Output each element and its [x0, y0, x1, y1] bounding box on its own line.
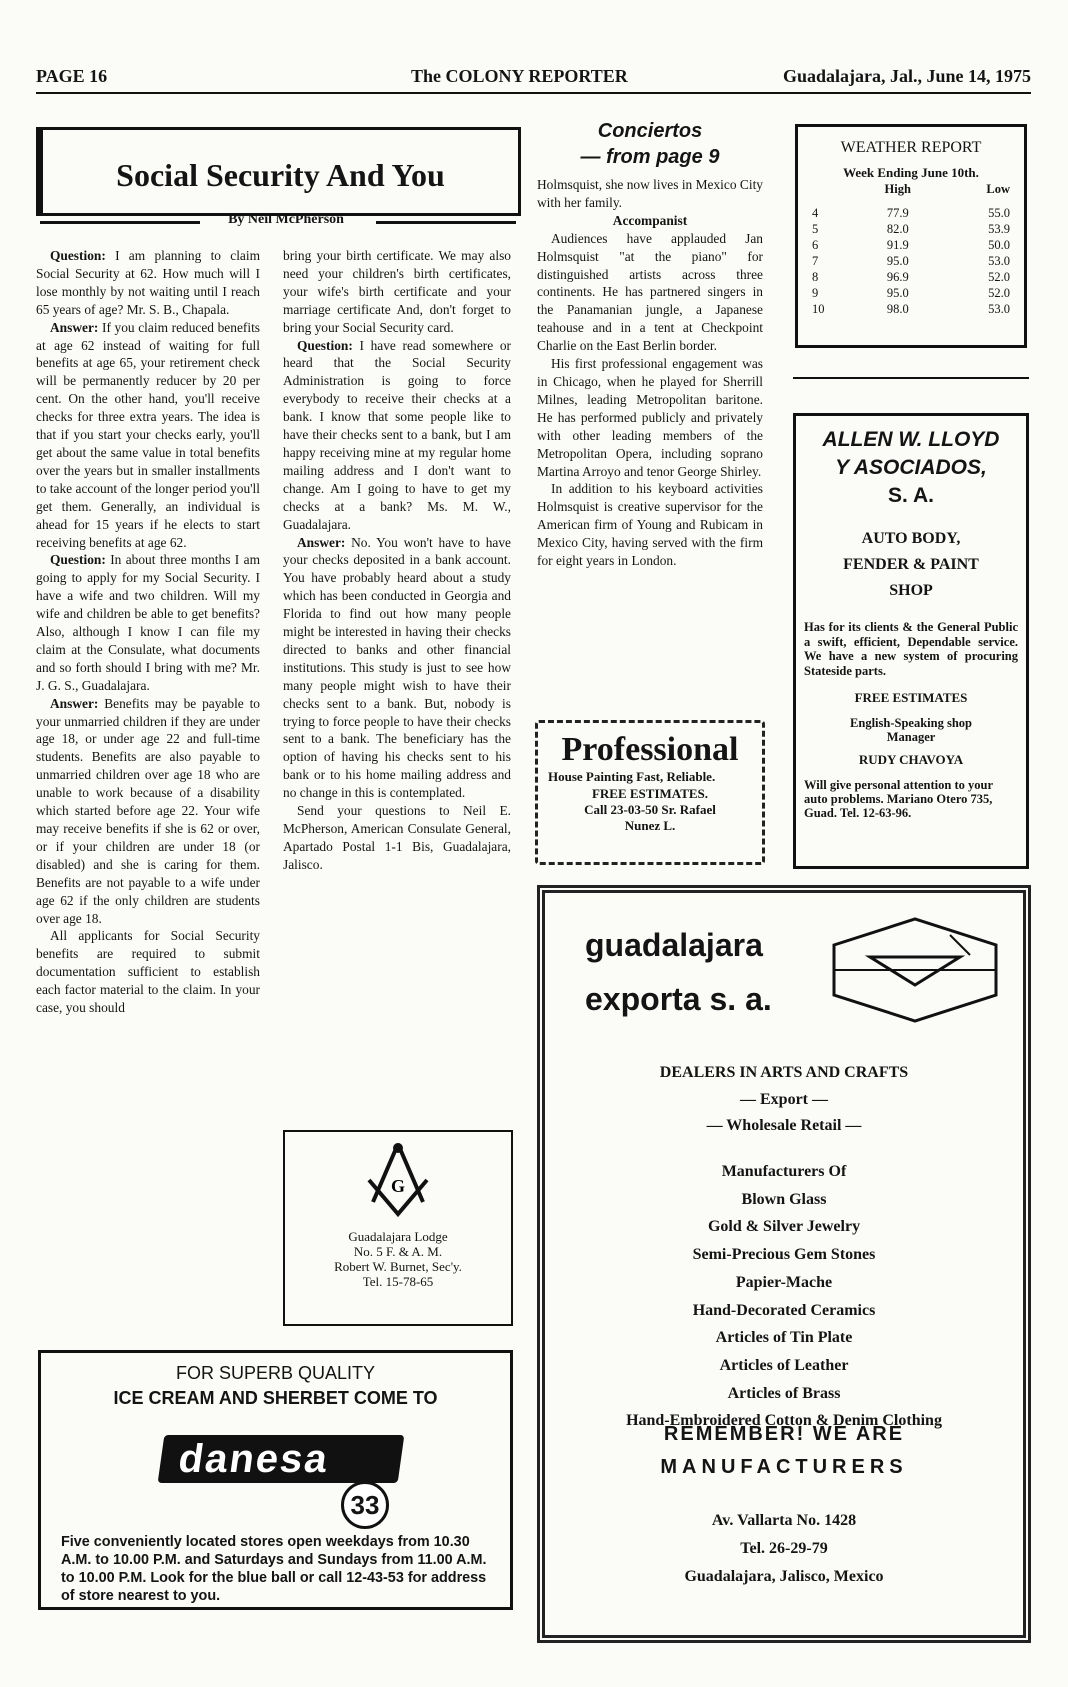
danesa-ad — [38, 1350, 513, 1610]
weather-row — [808, 237, 1014, 253]
allen-manager: RUDY CHAVOYA — [858, 752, 964, 767]
lodge-ad — [283, 1130, 513, 1326]
allen-lloyd-ad — [793, 413, 1029, 869]
allen-service-3: SHOP — [889, 582, 933, 599]
exporta-item: Articles of Tin Plate — [715, 1329, 853, 1347]
allen-closing: Will give personal attention to your auto problems. Mariano Otero 735, Guad. Tel. 12-63-96. — [804, 778, 993, 820]
exporta-remember: REMEMBER! WE ARE — [663, 1423, 905, 1445]
article-column-2 — [283, 247, 511, 1117]
exporta-item: Papier-Mache — [735, 1273, 833, 1291]
allen-service-2: FENDER & PAINT — [843, 556, 979, 573]
weather-subtitle: Week Ending June 10th. — [843, 165, 979, 180]
exporta-item: Articles of Leather — [719, 1356, 849, 1374]
article-title-box — [36, 127, 521, 216]
weather-row — [808, 301, 1014, 317]
weather-rows — [808, 205, 1014, 317]
weather-low: 52.0 — [988, 270, 1010, 284]
weather-report — [795, 124, 1027, 348]
weather-high: 96.9 — [886, 270, 909, 284]
exporta-item: Hand-Decorated Ceramics — [692, 1301, 876, 1319]
weather-day: 5 — [812, 222, 819, 236]
page-number: PAGE 16 — [36, 66, 108, 86]
exporta-phone: Tel. 26-29-79 — [740, 1540, 828, 1557]
weather-row — [808, 269, 1014, 285]
byline-rule-left — [40, 221, 200, 224]
exporta-city: Guadalajara, Jalisco, Mexico — [684, 1568, 884, 1585]
professional-line-1: House Painting Fast, Reliable. — [548, 769, 716, 784]
conciertos-heading — [535, 118, 765, 170]
exporta-item: Gold & Silver Jewelry — [707, 1218, 861, 1236]
weather-row — [808, 205, 1014, 221]
danesa-logo-text: danesa — [175, 1437, 332, 1481]
weather-high: 95.0 — [886, 286, 909, 300]
weather-high: 98.0 — [886, 302, 909, 316]
dateline: Guadalajara, Jal., June 14, 1975 — [782, 66, 1031, 86]
weather-row — [808, 285, 1014, 301]
weather-header-high: High — [884, 182, 911, 196]
weather-high: 82.0 — [886, 222, 909, 236]
weather-header-low: Low — [986, 182, 1010, 196]
conciertos-title: Conciertos — [597, 120, 703, 142]
professional-phone: Call 23-03-50 Sr. Rafael — [584, 802, 716, 817]
lodge-secretary: Robert W. Burnet, Sec'y. — [334, 1259, 462, 1274]
danesa-headline-1: FOR SUPERB QUALITY — [175, 1363, 376, 1383]
paragraph: Holmsquist, she now lives in Mexico City with her family. — [537, 177, 763, 210]
paragraph: Answer: Benefits may be payable to your unmarried children if they are under age 18, or under age 22 and full-time students. Benefits are also payable to unmarried children over age 18 who are unable to work because of a disability which started before age 22. Your wife may receive benefits if she is 62 or over, or if your children are under 18 (or disabled) and she is caring for them. Benefits are not payable to a wife under age 62 if the only children are students over age 18. — [36, 695, 260, 926]
exporta-items — [545, 1158, 1023, 1435]
professional-estimates: FREE ESTIMATES. — [591, 786, 709, 801]
weather-table — [808, 181, 1014, 317]
exporta-dealers: DEALERS IN ARTS AND CRAFTS — [659, 1064, 909, 1081]
column-rule — [793, 377, 1029, 379]
exporta-logo-icon — [830, 915, 1000, 1025]
byline-rule-right — [376, 221, 516, 224]
exporta-address: Av. Vallarta No. 1428 — [711, 1512, 857, 1529]
exporta-item: Hand-Embroidered Cotton & Denim Clothing — [626, 1412, 942, 1430]
allen-blurb: Has for its clients & the General Public a swift, efficient, Dependable service. We have a new system of procuring Stateside parts. — [804, 620, 1018, 678]
subhead: Accompanist — [612, 212, 688, 228]
paragraph: Send your questions to Neil E. McPherson, American Consulate General, Apartado Postal 1-1 Bis, Guadalajara, Jalisco. — [283, 803, 511, 872]
professional-ad — [535, 720, 765, 865]
exporta-name-1: guadalajara — [585, 927, 763, 963]
weather-high: 77.9 — [886, 206, 909, 220]
article-title: Social Security And You — [116, 157, 445, 193]
danesa-body: Five conveniently located stores open weekdays from 10.30 A.M. to 10.00 P.M. and Saturdays and Sundays from 11.00 A.M. to 10.00 P.M. Look for the blue ball or call 12-43-53 for address of store nearest to you. — [61, 1534, 487, 1604]
paragraph: Answer: No. You won't have to have your checks deposited in a bank account. You have probably heard about a study which has been conducted in Georgia and Florida to find out how many people might be interested in having their checks directed to banks and other financial institutions. This study is just to see how many people might wish to have their checks sent to a bank. But, nobody is trying to force people to have their checks sent to a bank. The beneficiary has the option of having his checks sent to his bank or to his home mailing address and no change in this is contemplated. — [283, 534, 511, 801]
allen-name-2: Y ASOCIADOS, — [835, 456, 987, 479]
weather-high: 91.9 — [886, 238, 909, 252]
weather-low: 50.0 — [988, 238, 1010, 252]
danesa-logo — [158, 1435, 405, 1483]
allen-service-1: AUTO BODY, — [861, 530, 961, 547]
paragraph: Question: I have read somewhere or heard that the Social Security Administration is going to force everybody to receive their checks at a bank. I know that some people like to have their checks sent to a bank, but I am happy receiving mine at my regular home mailing address and I don't want to change. Am I going to have to get my checks at a bank? Ms. M. W., Guadalajara. — [283, 337, 511, 532]
allen-name-1: ALLEN W. LLOYD — [822, 428, 1000, 451]
allen-name-3: S. A. — [888, 484, 934, 507]
conciertos-jump: — from page 9 — [580, 146, 720, 168]
paragraph: Answer: If you claim reduced benefits at age 62 instead of waiting for full benefits at age 65, your retirement check will be permanently reducer by 20 per cent. On the other hand, you'll receive checks for three extra years. The idea is that if you start your checks early, you'll get about the same value in total benefits over the years but in smaller installments to take account of the longer period you'll get them. Generally, an individual is ahead for 15 years if he elects to start receiving benefits at age 62. — [36, 319, 260, 550]
weather-low: 53.9 — [988, 222, 1010, 236]
byline-text: By Neil McPherson — [228, 212, 344, 227]
paragraph: In addition to his keyboard activities Holmsquist is creative supervisor for the American firm of Young and Rubicam in Mexico City, having served with the firm for eight years in London. — [537, 481, 763, 569]
weather-day: 7 — [812, 254, 819, 268]
lodge-name: Guadalajara Lodge — [348, 1229, 448, 1244]
exporta-name-2: exporta s. a. — [585, 981, 772, 1017]
masthead — [36, 66, 1031, 90]
weather-day: 6 — [812, 238, 819, 252]
weather-row — [808, 253, 1014, 269]
weather-low: 53.0 — [988, 254, 1010, 268]
paragraph: Audiences have applauded Jan Holmsquist "at the piano" for distinguished artists across three continents. He has partnered singers in the Panamanian jungle, a Japanese teahouse and in a tent at Checkpoint Charlie on the East Berlin border. — [537, 230, 763, 354]
weather-low: 55.0 — [988, 206, 1010, 220]
weather-high: 95.0 — [886, 254, 909, 268]
newspaper-name: The COLONY REPORTER — [411, 66, 628, 86]
exporta-item: Articles of Brass — [727, 1384, 841, 1402]
weather-low: 53.0 — [988, 302, 1010, 316]
exporta-export: — Export — — [740, 1091, 828, 1108]
lodge-emblem-letter: G — [390, 1176, 406, 1196]
exporta-ad — [537, 885, 1031, 1643]
allen-english-2: Manager — [886, 730, 936, 744]
weather-day: 8 — [812, 270, 819, 284]
paragraph: Question: In about three months I am going to apply for my Social Security. I have a wife and two children. Will my wife and children be able to get benefits? Also, although I know I can file my claim at the Consulate, what documents and so forth should I bring with me? Mr. J. G. S., Guadalajara. — [36, 552, 260, 693]
weather-day: 10 — [812, 302, 825, 316]
weather-day: 9 — [812, 286, 819, 300]
exporta-item: Manufacturers Of — [721, 1163, 847, 1180]
professional-title: Professional — [561, 731, 739, 768]
weather-day: 4 — [812, 206, 819, 220]
weather-row — [808, 221, 1014, 237]
exporta-item: Blown Glass — [741, 1190, 827, 1208]
lodge-phone: Tel. 15-78-65 — [362, 1274, 434, 1289]
lodge-number: No. 5 F. & A. M. — [353, 1244, 443, 1259]
conciertos-column — [537, 176, 763, 706]
paragraph: All applicants for Social Security benefits are required to submit documentation sufficient to establish each factor material to the claim. In your case, you should — [36, 928, 260, 1016]
professional-contact: Nunez L. — [624, 818, 676, 833]
weather-low: 52.0 — [988, 286, 1010, 300]
exporta-wholesale: — Wholesale Retail — — [706, 1117, 862, 1134]
paragraph: bring your birth certificate. We may also need your children's birth certificates, your wife's birth certificate and your marriage certificate And, don't forget to bring your Social Security card. — [283, 248, 511, 335]
danesa-headline-2: ICE CREAM AND SHERBET COME TO — [113, 1388, 438, 1408]
paragraph: Question: I am planning to claim Social Security at 62. How much will I lose monthly by not waiting until I reach 65 years of age? Mr. S. B., Chapala. — [36, 248, 260, 317]
allen-free-estimates: FREE ESTIMATES — [854, 690, 968, 705]
danesa-33-badge: 33 — [341, 1481, 389, 1529]
article-column-1 — [36, 247, 260, 1327]
exporta-item: Semi-Precious Gem Stones — [692, 1246, 876, 1264]
masthead-rule — [36, 92, 1031, 94]
weather-title: WEATHER REPORT — [840, 139, 982, 156]
paragraph: His first professional engagement was in Chicago, when he played for Sherrill Milnes, leading Metropolitan baritone. He has performed publicly and privately with other leading members of the Metropolitan Opera, including soprano Martina Arroyo and tenor George Shirley. — [537, 356, 763, 479]
byline — [36, 212, 516, 232]
square-and-compass-icon — [363, 1140, 433, 1220]
exporta-manufacturers: MANUFACTURERS — [660, 1456, 908, 1478]
allen-english-1: English-Speaking shop — [850, 716, 972, 730]
